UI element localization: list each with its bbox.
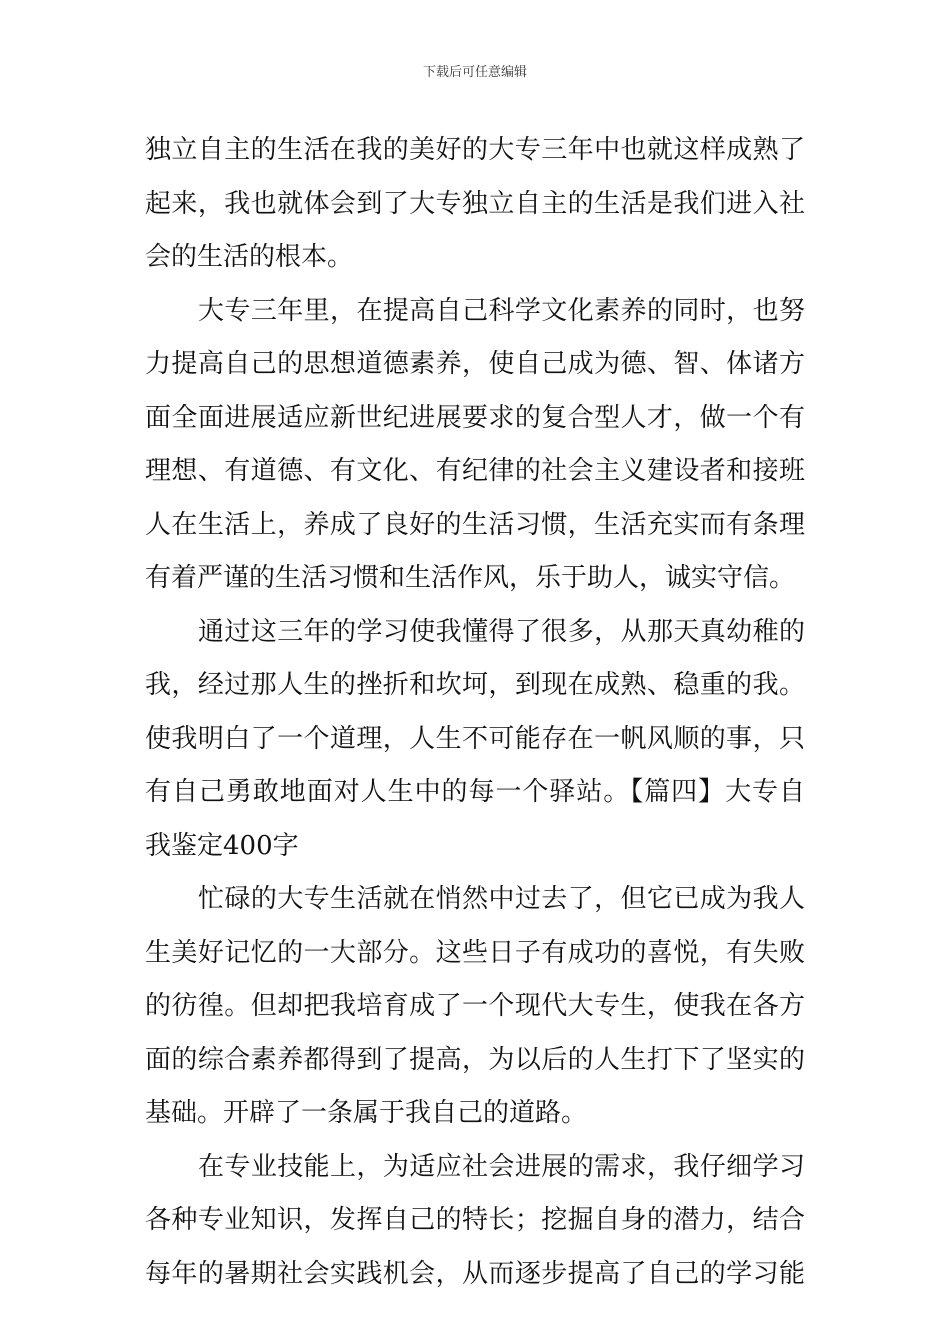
text-line: 有自己勇敢地面对人生中的每一个驿站。【篇四】大专自	[145, 777, 805, 807]
text-line: 我鉴定400字	[145, 830, 299, 861]
text-line: 使我明白了一个道理，人生不可能存在一帆风顺的事，只	[145, 723, 805, 754]
text-line: 我，经过那人生的挫折和坎坷，到现在成熟、稳重的我。	[145, 670, 805, 700]
text-line: 面全面进展适应新世纪进展要求的复合型人才，做一个有	[145, 402, 805, 433]
text-line: 生美好记忆的一大部分。这些日子有成功的喜悦，有失败	[145, 937, 805, 968]
text-line: 基础。开辟了一条属于我自己的道路。	[145, 1098, 588, 1128]
text-line: 每年的暑期社会实践机会，从而逐步提高了自己的学习能	[145, 1258, 805, 1289]
text-line: 人在生活上，养成了良好的生活习惯，生活充实而有条理	[145, 509, 805, 540]
text-line: 面的综合素养都得到了提高，为以后的人生打下了坚实的	[145, 1044, 805, 1075]
text-line: 会的生活的根本。	[145, 242, 354, 272]
text-line: 各种专业知识，发挥自己的特长；挖掘自身的潜力，结合	[145, 1205, 805, 1235]
text-line: 独立自主的生活在我的美好的大专三年中也就这样成熟了	[145, 135, 805, 165]
paragraph-first-line: 通过这三年的学习使我懂得了很多，从那天真幼稚的	[198, 616, 805, 647]
page-header: 下载后可任意编辑	[422, 65, 527, 80]
text-line: 的彷徨。但却把我培育成了一个现代大专生，使我在各方	[145, 991, 805, 1021]
paragraph-first-line: 大专三年里，在提高自己科学文化素养的同时，也努	[198, 295, 805, 326]
paragraph-first-line: 在专业技能上，为适应社会进展的需求，我仔细学习	[198, 1151, 805, 1182]
text-line: 力提高自己的思想道德素养，使自己成为德、智、体诸方	[145, 349, 805, 379]
text-line: 有着严谨的生活习惯和生活作风，乐于助人，诚实守信。	[145, 563, 796, 593]
text-line: 起来，我也就体会到了大专独立自主的生活是我们进入社	[145, 188, 805, 219]
paragraph-first-line: 忙碌的大专生活就在悄然中过去了，但它已成为我人	[198, 884, 805, 914]
text-line: 理想、有道德、有文化、有纪律的社会主义建设者和接班	[145, 456, 805, 486]
document-body	[145, 124, 805, 1301]
